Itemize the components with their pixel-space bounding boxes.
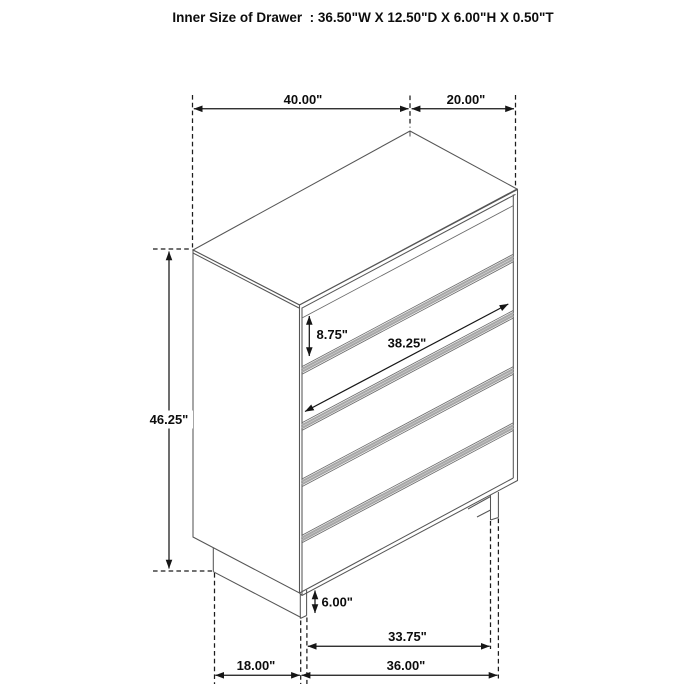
dim-base-width <box>302 658 498 675</box>
label-base-width: 36.00" <box>386 658 426 673</box>
chest-drawing <box>193 131 518 619</box>
label-leg-height: 6.00" <box>321 594 353 610</box>
label-top-width: 40.00" <box>283 91 323 107</box>
leg-bottom <box>300 616 306 619</box>
label-leg-span: 33.75" <box>388 629 427 644</box>
label-base-side: 18.00" <box>236 658 276 673</box>
chest-left-face <box>193 250 300 593</box>
base-front-edge <box>477 510 491 517</box>
dim-base-side <box>215 658 300 675</box>
diagram-title: Inner Size of Drawer : 36.50"W X 12.50"D X 6.00"H X 0.50"T <box>172 10 554 25</box>
leg-bottom <box>491 518 499 521</box>
dim-leg-span <box>308 629 490 646</box>
label-drawer-front-height: 8.75" <box>316 326 348 342</box>
label-drawer-inner-width: 38.25" <box>387 335 427 351</box>
label-top-depth: 20.00" <box>446 91 486 107</box>
label-overall-height: 46.25" <box>149 412 189 427</box>
dim-leg-height <box>315 591 353 614</box>
